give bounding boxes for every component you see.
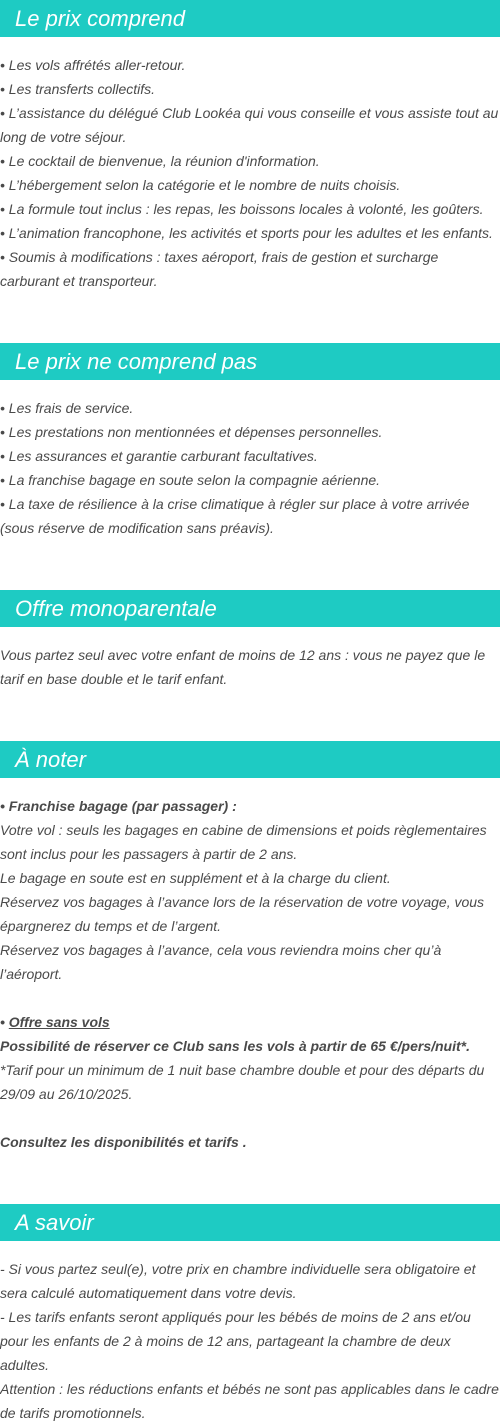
list-item: • Les frais de service. <box>0 400 134 416</box>
list-item: • La franchise bagage en soute selon la compagnie aérienne. <box>0 472 381 488</box>
list-item: • L’hébergement selon la catégorie et le nombre de nuits choisis. <box>0 177 401 193</box>
list-item: • Les transferts collectifs. <box>0 81 156 97</box>
paragraph: Votre vol : seuls les bagages en cabine de dimensions et poids règlementaires sont inclus pour les passagers à partir de 2 ans. <box>0 822 487 862</box>
list-item: • Les prestations non mentionnées et dépenses personnelles. <box>0 424 383 440</box>
list-item: Attention : les réductions enfants et bébés ne sont pas applicables dans le cadre de tarifs promotionnels. <box>0 1381 499 1421</box>
section-title-offre-monoparentale: Offre monoparentale <box>0 590 500 627</box>
list-item: • Soumis à modifications : taxes aéroport, frais de gestion et surcharge carburant et transporteur. <box>0 249 439 289</box>
bullet: • <box>0 1014 9 1030</box>
list-item: - Les tarifs enfants seront appliqués pour les bébés de moins de 2 ans et/ou pour les enfants de 2 à moins de 12 ans, partageant la chambre de deux adultes. <box>0 1309 471 1373</box>
list-item: • La formule tout inclus : les repas, les boissons locales à volonté, les goûters. <box>0 201 484 217</box>
list-item: • L’assistance du délégué Club Lookéa qui vous conseille et vous assiste tout au long de votre séjour. <box>0 105 499 145</box>
section-title-a-savoir: A savoir <box>0 1204 500 1241</box>
consultez-disponibilites-link[interactable]: Consultez les disponibilités et tarifs . <box>0 1134 247 1150</box>
list-item: • Les assurances et garantie carburant facultatives. <box>0 448 318 464</box>
list-item: • Les vols affrétés aller-retour. <box>0 57 186 73</box>
offre-sans-vols-price: Possibilité de réserver ce Club sans les vols à partir de 65 €/pers/nuit*. <box>0 1038 470 1054</box>
a-noter-content <box>0 778 500 1154</box>
offre-sans-vols-note: *Tarif pour un minimum de 1 nuit base chambre double et pour des départs du 29/09 au 26/10/2025. <box>0 1062 485 1102</box>
section-title-prix-comprend: Le prix comprend <box>0 0 500 37</box>
offre-sans-vols-line <box>0 1010 500 1034</box>
list-item: • Le cocktail de bienvenue, la réunion d'information. <box>0 153 320 169</box>
paragraph: Vous partez seul avec votre enfant de moins de 12 ans : vous ne payez que le tarif en base double et le tarif enfant. <box>0 647 486 687</box>
offre-monoparentale-text <box>0 627 500 691</box>
list-item: - Si vous partez seul(e), votre prix en chambre individuelle sera obligatoire et sera calculé automatiquement dans votre devis. <box>0 1261 476 1301</box>
franchise-bagage-heading: • Franchise bagage (par passager) : <box>0 798 237 814</box>
list-item: • L’animation francophone, les activités et sports pour les adultes et les enfants. <box>0 225 493 241</box>
a-savoir-list <box>0 1241 500 1425</box>
prix-comprend-list <box>0 37 500 293</box>
prix-ne-comprend-pas-list <box>0 380 500 540</box>
paragraph: Réservez vos bagages à l’avance, cela vous reviendra moins cher qu’à l’aéroport. <box>0 942 442 982</box>
offre-sans-vols-link[interactable]: Offre sans vols <box>8 1014 110 1030</box>
section-title-a-noter: À noter <box>0 741 500 778</box>
list-item: • La taxe de résilience à la crise climatique à régler sur place à votre arrivée (sous réserve de modification sans préavis). <box>0 496 470 536</box>
paragraph: Le bagage en soute est en supplément et à la charge du client. <box>0 870 391 886</box>
paragraph: Réservez vos bagages à l’avance lors de la réservation de votre voyage, vous épargnerez du temps et de l’argent. <box>0 894 485 934</box>
section-title-prix-ne-comprend-pas: Le prix ne comprend pas <box>0 343 500 380</box>
